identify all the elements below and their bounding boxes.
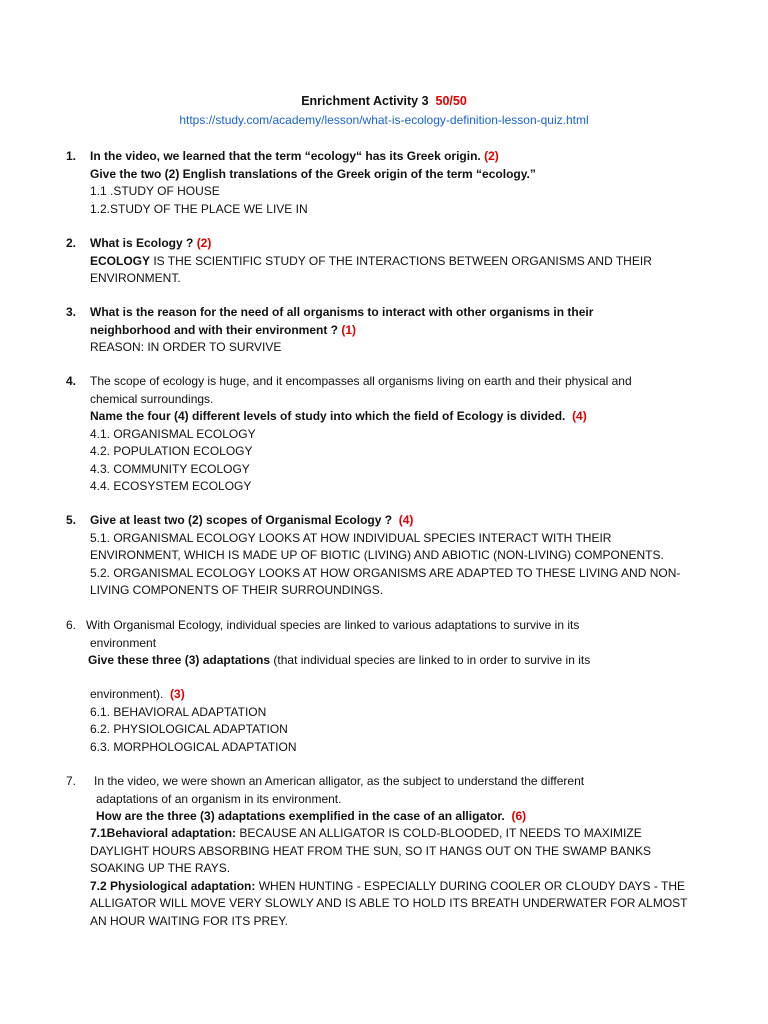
score-badge: 50/50: [435, 94, 467, 108]
answer-4-4: 4.4. ECOSYSTEM ECOLOGY: [90, 479, 252, 493]
answer-4-2: 4.2. POPULATION ECOLOGY: [90, 444, 253, 458]
answer-6-3: 6.3. MORPHOLOGICAL ADAPTATION: [90, 739, 297, 754]
page-title: [0, 94, 768, 108]
answer-7-1-label: 7.1Behavioral adaptation:: [90, 826, 237, 840]
answer-5-2: 5.2. ORGANISMAL ECOLOGY LOOKS AT HOW ORGANISMS ARE ADAPTED TO THESE LIVING AND NON-: [90, 565, 681, 580]
question-6-prompt: Give these three (3) adaptations: [88, 653, 271, 667]
answer-4-1: 4.1. ORGANISMAL ECOLOGY: [90, 426, 256, 441]
question-6-number: 6.: [66, 618, 77, 632]
question-1-text-2: Give the two (2) English translations of the Greek origin of the term “ecology.”: [90, 166, 536, 181]
question-7-text-2: adaptations of an organism in its environment.: [96, 791, 342, 806]
answer-4-3: 4.3. COMMUNITY ECOLOGY: [90, 461, 250, 476]
answer-2-term: ECOLOGY: [90, 253, 151, 268]
question-6: [86, 617, 590, 756]
answer-7-1-text: BECAUSE AN ALLIGATOR IS COLD-BLOODED, IT NEEDS TO MAXIMIZE: [236, 826, 642, 840]
question-3-points: (1): [341, 322, 357, 337]
question-6-text-2: environment: [90, 635, 157, 650]
question-7-text: In the video, we were shown an American alligator, as the subject to understand the different: [94, 774, 585, 788]
answer-2-text-2: ENVIRONMENT.: [90, 271, 181, 285]
question-4-text: The scope of ecology is huge, and it encompasses all organisms living on earth and their physical and: [90, 374, 632, 388]
answer-6-1: 6.1. BEHAVIORAL ADAPTATION: [90, 704, 267, 719]
question-5-number: 5.: [66, 513, 77, 527]
question-2: [90, 235, 652, 288]
answer-5-2-cont: LIVING COMPONENTS OF THEIR SURROUNDINGS.: [90, 583, 384, 597]
answer-5-1: 5.1. ORGANISMAL ECOLOGY LOOKS AT HOW INDIVIDUAL SPECIES INTERACT WITH THEIR: [90, 530, 612, 545]
answer-7: [90, 825, 688, 930]
question-5-text: Give at least two (2) scopes of Organismal Ecology ?: [90, 513, 393, 527]
question-3-number: 3.: [66, 305, 77, 319]
question-6-points: (3): [170, 687, 185, 701]
answer-7-1-text-3: SOAKING UP THE RAYS.: [90, 861, 231, 875]
answer-7-2-text: WHEN HUNTING - ESPECIALLY DURING COOLER OR CLOUDY DAYS - THE: [255, 878, 686, 893]
question-2-points: (2): [196, 236, 212, 250]
question-7-text-3: How are the three (3) adaptations exemplified in the case of an alligator.: [96, 809, 505, 823]
question-1: [90, 148, 536, 218]
question-3-text-2: neighborhood and with their environment ?: [90, 322, 338, 337]
question-4-points: (4): [572, 409, 587, 423]
question-3: [90, 304, 593, 357]
question-1-points: (2): [484, 149, 499, 163]
question-1-text: In the video, we learned that the term “ecology“ has its Greek origin.: [90, 149, 481, 163]
question-4-number: 4.: [66, 374, 77, 388]
question-2-text: What is Ecology ?: [90, 236, 194, 250]
answer-2-text: IS THE SCIENTIFIC STUDY OF THE INTERACTIONS BETWEEN ORGANISMS AND THEIR: [150, 253, 652, 268]
answer-7-2-text-2: ALLIGATOR WILL MOVE VERY SLOWLY AND IS ABLE TO HOLD ITS BREATH UNDERWATER FOR ALMOST: [90, 896, 688, 910]
question-7-number: 7.: [66, 774, 77, 788]
question-7: [94, 773, 584, 826]
question-5-points: (4): [398, 513, 414, 527]
answer-7-2-text-3: AN HOUR WAITING FOR ITS PREY.: [90, 913, 289, 928]
question-4-text-3: Name the four (4) different levels of study into which the field of Ecology is divided.: [90, 409, 566, 423]
answer-5-1-cont: ENVIRONMENT, WHICH IS MADE UP OF BIOTIC (LIVING) AND ABIOTIC (NON-LIVING) COMPONENTS.: [90, 548, 664, 562]
question-6-prefix: With: [86, 618, 114, 632]
question-3-text: What is the reason for the need of all organisms to interact with other organisms in their: [90, 305, 594, 319]
answer-1-2: 1.2.STUDY OF THE PLACE WE LIVE IN: [90, 201, 308, 216]
source-link[interactable]: https://study.com/academy/lesson/what-is-ecology-definition-lesson-quiz.html: [179, 113, 589, 127]
question-6-prompt-rest: (that individual species are linked to in order to survive in its: [270, 653, 591, 667]
question-5: [90, 512, 680, 600]
answer-1-1: 1.1 .STUDY OF HOUSE: [90, 184, 220, 198]
question-7-points: (6): [511, 809, 527, 823]
question-4-text-2: chemical surroundings.: [90, 391, 214, 406]
question-1-number: 1.: [66, 149, 77, 163]
answer-7-1-text-2: DAYLIGHT HOURS ABSORBING HEAT FROM THE SUN, SO IT HANGS OUT ON THE SWAMP BANKS: [90, 843, 651, 858]
question-4: [90, 373, 632, 496]
answer-6-2: 6.2. PHYSIOLOGICAL ADAPTATION: [90, 722, 288, 736]
question-6-text: Organismal Ecology, individual species are linked to various adaptations to survive in its: [113, 618, 580, 632]
answer-7-2-label: 7.2 Physiological adaptation:: [90, 878, 256, 893]
answer-3: REASON: IN ORDER TO SURVIVE: [90, 340, 282, 354]
question-6-text-4: environment).: [90, 687, 164, 701]
title-text: Enrichment Activity 3: [301, 94, 429, 108]
question-2-number: 2.: [66, 236, 77, 250]
